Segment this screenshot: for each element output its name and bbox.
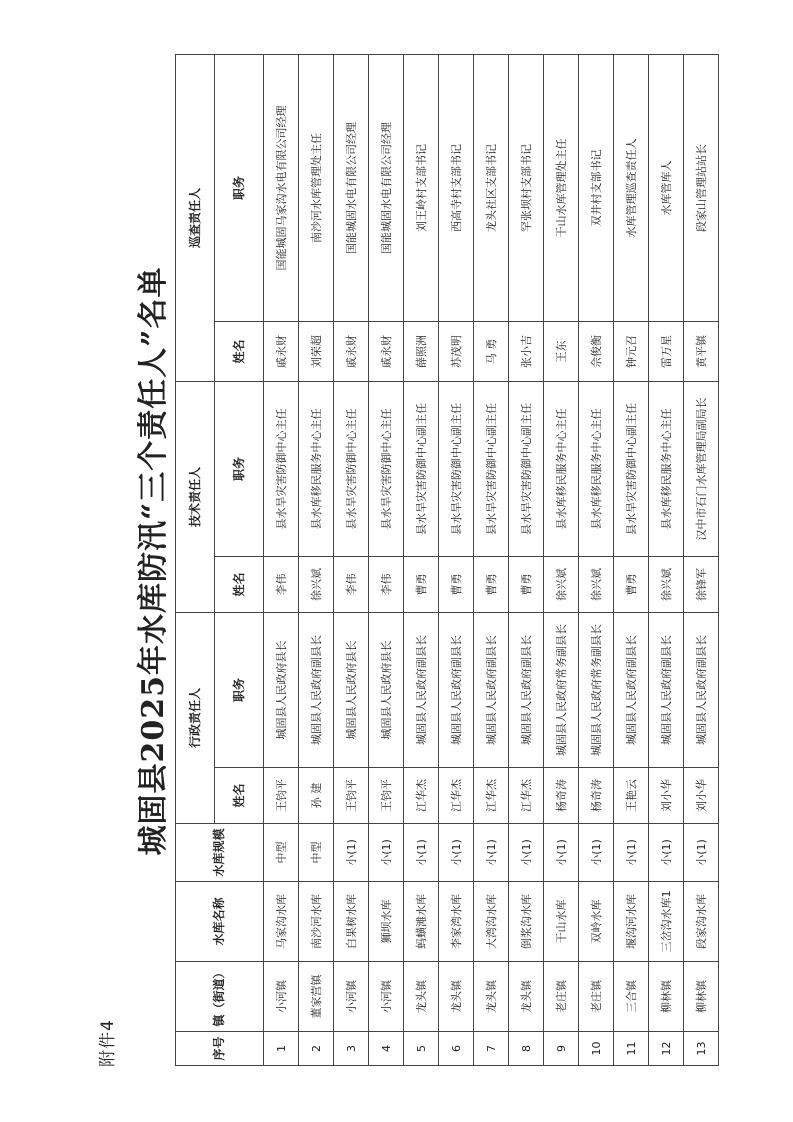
cell-tech-post: 县水旱灾害防御中心副主任 — [614, 381, 649, 556]
cell-admin-post: 城固县人民政府县长 — [264, 612, 299, 767]
cell-patrol-post: 西高寺村支部书记 — [439, 54, 474, 321]
cell-tech-name: 李伟 — [369, 556, 404, 612]
cell-patrol-name: 戚永财 — [334, 321, 369, 381]
cell-patrol-name: 王东 — [544, 321, 579, 381]
cell-admin-name: 江华杰 — [439, 768, 474, 824]
cell-tech-post: 汉中市石门水库管理局副局长 — [684, 381, 719, 556]
cell-admin-post: 城固县人民政府副县长 — [684, 612, 719, 767]
cell-tech-name: 曹勇 — [509, 556, 544, 612]
cell-patrol-post: 水库管库人 — [649, 54, 684, 321]
header-patrol-post: 职务 — [215, 54, 264, 321]
cell-patrol-post: 龙头社区支部书记 — [474, 54, 509, 321]
cell-patrol-name: 戚永财 — [369, 321, 404, 381]
cell-town: 小河镇 — [369, 962, 404, 1032]
cell-patrol-name: 苏茂明 — [439, 321, 474, 381]
table-row — [404, 54, 439, 1065]
cell-patrol-name: 戚永财 — [264, 321, 299, 381]
cell-seq: 10 — [579, 1032, 614, 1066]
cell-town: 龙头镇 — [439, 962, 474, 1032]
cell-tech-name: 徐兴斌 — [579, 556, 614, 612]
cell-admin-name: 孙 建 — [299, 768, 334, 824]
cell-admin-name: 江华杰 — [509, 768, 544, 824]
cell-seq: 2 — [299, 1032, 334, 1066]
cell-patrol-name: 马 勇 — [474, 321, 509, 381]
cell-tech-name: 李伟 — [334, 556, 369, 612]
cell-seq: 3 — [334, 1032, 369, 1066]
cell-patrol-name: 薛照洲 — [404, 321, 439, 381]
cell-admin-post: 城固县人民政府副县长 — [474, 612, 509, 767]
cell-seq: 9 — [544, 1032, 579, 1066]
cell-patrol-name: 张小吉 — [509, 321, 544, 381]
cell-reservoir: 马家沟水库 — [264, 882, 299, 962]
cell-patrol-name: 钟元召 — [614, 321, 649, 381]
responsible-persons-table — [175, 54, 719, 1066]
cell-tech-post: 县水库移民服务中心主任 — [579, 381, 614, 556]
cell-admin-post: 城固县人民政府副县长 — [404, 612, 439, 767]
cell-admin-name: 王艳云 — [614, 768, 649, 824]
cell-patrol-post: 国能城固马家沟水电有限公司经理 — [264, 54, 299, 321]
cell-town: 董家营镇 — [299, 962, 334, 1032]
cell-patrol-name: 黄平镇 — [684, 321, 719, 381]
header-tech: 技术责任人 — [176, 381, 215, 612]
table-body — [264, 54, 719, 1065]
cell-tech-name: 徐兴斌 — [299, 556, 334, 612]
cell-reservoir: 白果树水库 — [334, 882, 369, 962]
table-row — [264, 54, 299, 1065]
cell-seq: 6 — [439, 1032, 474, 1066]
cell-admin-post: 城固县人民政府县长 — [334, 612, 369, 767]
table-row — [684, 54, 719, 1065]
cell-seq: 11 — [614, 1032, 649, 1066]
cell-tech-post: 县水旱灾害防御中心副主任 — [474, 381, 509, 556]
cell-town: 老庄镇 — [579, 962, 614, 1032]
cell-scale: 小(1) — [544, 824, 579, 882]
cell-tech-post: 县水旱灾害防御中心主任 — [369, 381, 404, 556]
cell-reservoir: 干山水库 — [544, 882, 579, 962]
cell-tech-post: 县水旱灾害防御中心主任 — [264, 381, 299, 556]
cell-seq: 7 — [474, 1032, 509, 1066]
cell-admin-name: 杨奇涛 — [544, 768, 579, 824]
header-patrol-name: 姓名 — [215, 321, 264, 381]
cell-patrol-post: 刘王岭村支部书记 — [404, 54, 439, 321]
cell-tech-name: 曹勇 — [404, 556, 439, 612]
table-row — [579, 54, 614, 1065]
cell-town: 小河镇 — [264, 962, 299, 1032]
cell-tech-post: 县水旱灾害防御中心副主任 — [439, 381, 474, 556]
cell-scale: 小(1) — [649, 824, 684, 882]
cell-scale: 小(1) — [369, 824, 404, 882]
cell-tech-post: 县水库移民服务中心主任 — [299, 381, 334, 556]
table-row — [474, 54, 509, 1065]
cell-scale: 小(1) — [614, 824, 649, 882]
cell-tech-post: 县水旱灾害防御中心副主任 — [404, 381, 439, 556]
cell-reservoir: 堰沟河水库 — [614, 882, 649, 962]
cell-town: 柳林镇 — [649, 962, 684, 1032]
header-seq: 序号 — [176, 1032, 264, 1066]
cell-town: 老庄镇 — [544, 962, 579, 1032]
cell-patrol-post: 罕张坝村支部书记 — [509, 54, 544, 321]
attachment-label: 附件4 — [98, 1019, 118, 1067]
cell-patrol-name: 佘俊衡 — [579, 321, 614, 381]
header-admin-post: 职务 — [215, 612, 264, 767]
header-patrol: 巡查责任人 — [176, 54, 215, 381]
cell-admin-name: 刘小华 — [684, 768, 719, 824]
cell-patrol-post: 水库管理巡查责任人 — [614, 54, 649, 321]
cell-town: 三合镇 — [614, 962, 649, 1032]
cell-town: 小河镇 — [334, 962, 369, 1032]
table-row — [439, 54, 474, 1065]
cell-admin-name: 江华杰 — [404, 768, 439, 824]
header-admin-name: 姓名 — [215, 768, 264, 824]
cell-town: 龙头镇 — [404, 962, 439, 1032]
table-row — [544, 54, 579, 1065]
cell-tech-name: 徐兴斌 — [544, 556, 579, 612]
header-scale: 水库规模 — [176, 824, 264, 882]
cell-admin-post: 城固县人民政府县长 — [369, 612, 404, 767]
header-reservoir: 水库名称 — [176, 882, 264, 962]
cell-scale: 中型 — [264, 824, 299, 882]
cell-seq: 8 — [509, 1032, 544, 1066]
cell-town: 龙头镇 — [474, 962, 509, 1032]
cell-seq: 13 — [684, 1032, 719, 1066]
cell-reservoir: 双岭水库 — [579, 882, 614, 962]
cell-scale: 小(1) — [404, 824, 439, 882]
cell-admin-name: 王钧平 — [264, 768, 299, 824]
cell-tech-name: 徐锋军 — [684, 556, 719, 612]
cell-tech-post: 县水旱灾害防御中心副主任 — [509, 381, 544, 556]
table-row — [509, 54, 544, 1065]
cell-patrol-post: 国能城固水电有限公司经理 — [334, 54, 369, 321]
cell-tech-name: 曹勇 — [614, 556, 649, 612]
cell-seq: 1 — [264, 1032, 299, 1066]
cell-reservoir: 三岔沟水库1 — [649, 882, 684, 962]
cell-admin-name: 杨奇涛 — [579, 768, 614, 824]
cell-admin-post: 城固县人民政府副县长 — [649, 612, 684, 767]
cell-reservoir: 南沙河水库 — [299, 882, 334, 962]
cell-admin-post: 城固县人民政府常务副县长 — [544, 612, 579, 767]
header-tech-name: 姓名 — [215, 556, 264, 612]
cell-admin-post: 城固县人民政府副县长 — [614, 612, 649, 767]
cell-admin-post: 城固县人民政府副县长 — [509, 612, 544, 767]
cell-patrol-post: 国能城固水电有限公司经理 — [369, 54, 404, 321]
cell-scale: 小(1) — [509, 824, 544, 882]
table-row — [334, 54, 369, 1065]
cell-patrol-post: 干山水库管理处主任 — [544, 54, 579, 321]
cell-patrol-post: 段家山管理站站长 — [684, 54, 719, 321]
cell-reservoir: 狮坝水库 — [369, 882, 404, 962]
cell-admin-name: 刘小华 — [649, 768, 684, 824]
cell-admin-post: 城固县人民政府副县长 — [299, 612, 334, 767]
cell-patrol-name: 刘荣超 — [299, 321, 334, 381]
cell-scale: 小(1) — [334, 824, 369, 882]
cell-seq: 4 — [369, 1032, 404, 1066]
cell-seq: 12 — [649, 1032, 684, 1066]
table-row — [614, 54, 649, 1065]
table-row — [649, 54, 684, 1065]
cell-reservoir: 倒浆沟水库 — [509, 882, 544, 962]
cell-tech-name: 李伟 — [264, 556, 299, 612]
cell-reservoir: 大湾沟水库 — [474, 882, 509, 962]
cell-scale: 小(1) — [684, 824, 719, 882]
table-row — [299, 54, 334, 1065]
header-town: 镇（街道） — [176, 962, 264, 1032]
cell-tech-name: 曹勇 — [439, 556, 474, 612]
cell-scale: 小(1) — [579, 824, 614, 882]
cell-admin-post: 城固县人民政府常务副县长 — [579, 612, 614, 767]
cell-reservoir: 段家沟水库 — [684, 882, 719, 962]
cell-admin-name: 王钧平 — [334, 768, 369, 824]
cell-reservoir: 蚂蟥滩水库 — [404, 882, 439, 962]
cell-town: 龙头镇 — [509, 962, 544, 1032]
cell-reservoir: 李家湾水库 — [439, 882, 474, 962]
cell-tech-name: 曹勇 — [474, 556, 509, 612]
cell-admin-name: 江华杰 — [474, 768, 509, 824]
cell-town: 柳林镇 — [684, 962, 719, 1032]
cell-tech-name: 徐兴斌 — [649, 556, 684, 612]
header-tech-post: 职务 — [215, 381, 264, 556]
cell-tech-post: 县水库移民服务中心主任 — [544, 381, 579, 556]
cell-admin-name: 王钧平 — [369, 768, 404, 824]
table-row — [369, 54, 404, 1065]
page-title: 城固县2025年水库防汛“三个责任人”名单 — [136, 266, 171, 856]
cell-tech-post: 县水旱灾害防御中心主任 — [334, 381, 369, 556]
cell-tech-post: 县水库移民服务中心主任 — [649, 381, 684, 556]
cell-scale: 中型 — [299, 824, 334, 882]
cell-seq: 5 — [404, 1032, 439, 1066]
cell-scale: 小(1) — [439, 824, 474, 882]
cell-scale: 小(1) — [474, 824, 509, 882]
cell-admin-post: 城固县人民政府副县长 — [439, 612, 474, 767]
cell-patrol-post: 南沙河水库管理处主任 — [299, 54, 334, 321]
cell-patrol-name: 雷万星 — [649, 321, 684, 381]
cell-patrol-post: 双井村支部书记 — [579, 54, 614, 321]
header-admin: 行政责任人 — [176, 612, 215, 823]
